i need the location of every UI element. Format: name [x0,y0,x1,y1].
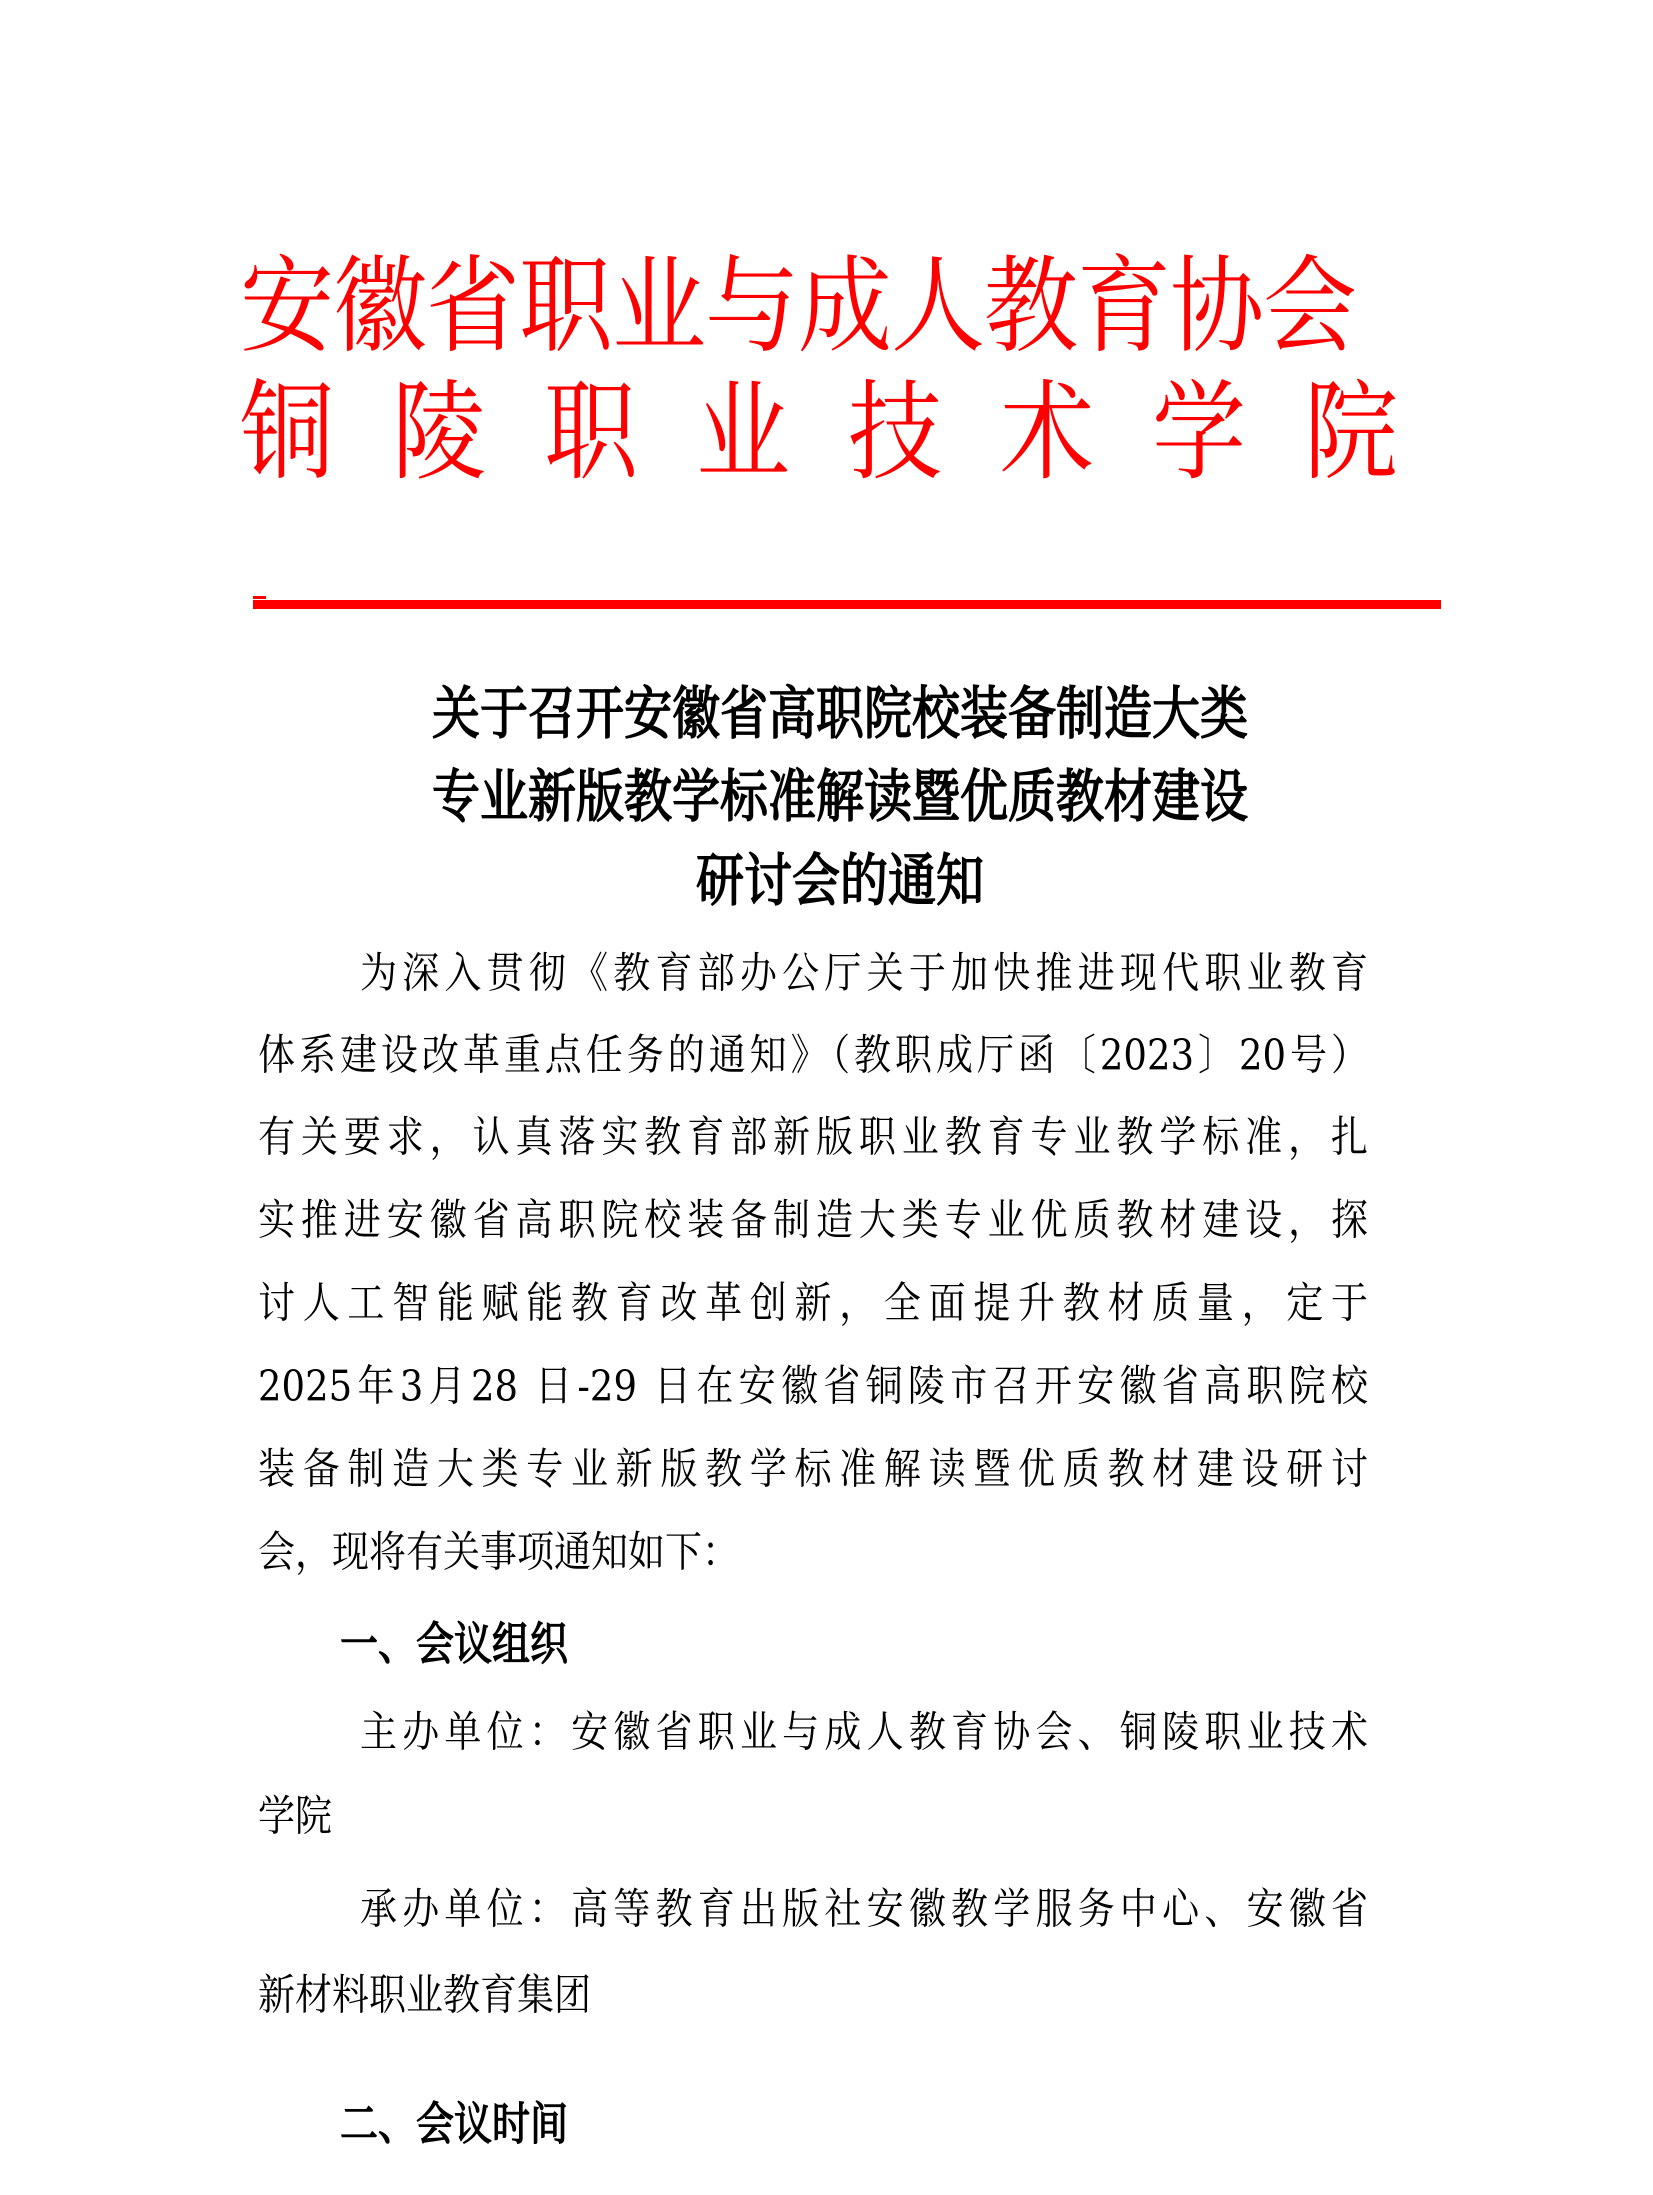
letterhead-mark [253,596,266,599]
intro-line: 为深入贯彻《教育部办公厅关于加快推进现代职业教育 [360,948,1368,998]
notice-title-line-3: 研讨会的通知 [695,847,984,915]
letterhead-org-1: 安徽省职业与成人教育协会 [240,246,1357,369]
intro-line: 体系建设改革重点任务的通知》（教职成厅函〔2023〕20号） [258,1030,1368,1080]
organizer-unit-line: 承办单位：高等教育出版社安徽教学服务中心、安徽省 [360,1884,1368,1934]
intro-line: 有关要求，认真落实教育部新版职业教育专业教学标准，扎 [258,1112,1368,1162]
section-heading-organization: 一、会议组织 [340,1617,569,1671]
intro-line: 会，现将有关事项通知如下： [258,1527,739,1577]
notice-title-line-2: 专业新版教学标准解读暨优质教材建设 [431,763,1248,831]
host-unit-line: 学院 [258,1791,332,1841]
letterhead-divider [253,600,1441,609]
intro-line: 装备制造大类专业新版教学标准解读暨优质教材建设研讨 [258,1444,1368,1494]
letterhead-org-2: 铜陵职业技术学院 [240,370,1457,497]
organizer-unit-line: 新材料职业教育集团 [258,1970,591,2020]
notice-title-line-1: 关于召开安徽省高职院校装备制造大类 [431,680,1248,748]
section-heading-time: 二、会议时间 [340,2097,569,2151]
host-unit-line: 主办单位：安徽省职业与成人教育协会、铜陵职业技术 [360,1707,1368,1757]
intro-line: 实推进安徽省高职院校装备制造大类专业优质教材建设，探 [258,1195,1368,1245]
intro-line: 2025年3月28 日-29 日在安徽省铜陵市召开安徽省高职院校 [258,1361,1368,1411]
intro-line: 讨人工智能赋能教育改革创新，全面提升教材质量，定于 [258,1278,1368,1328]
